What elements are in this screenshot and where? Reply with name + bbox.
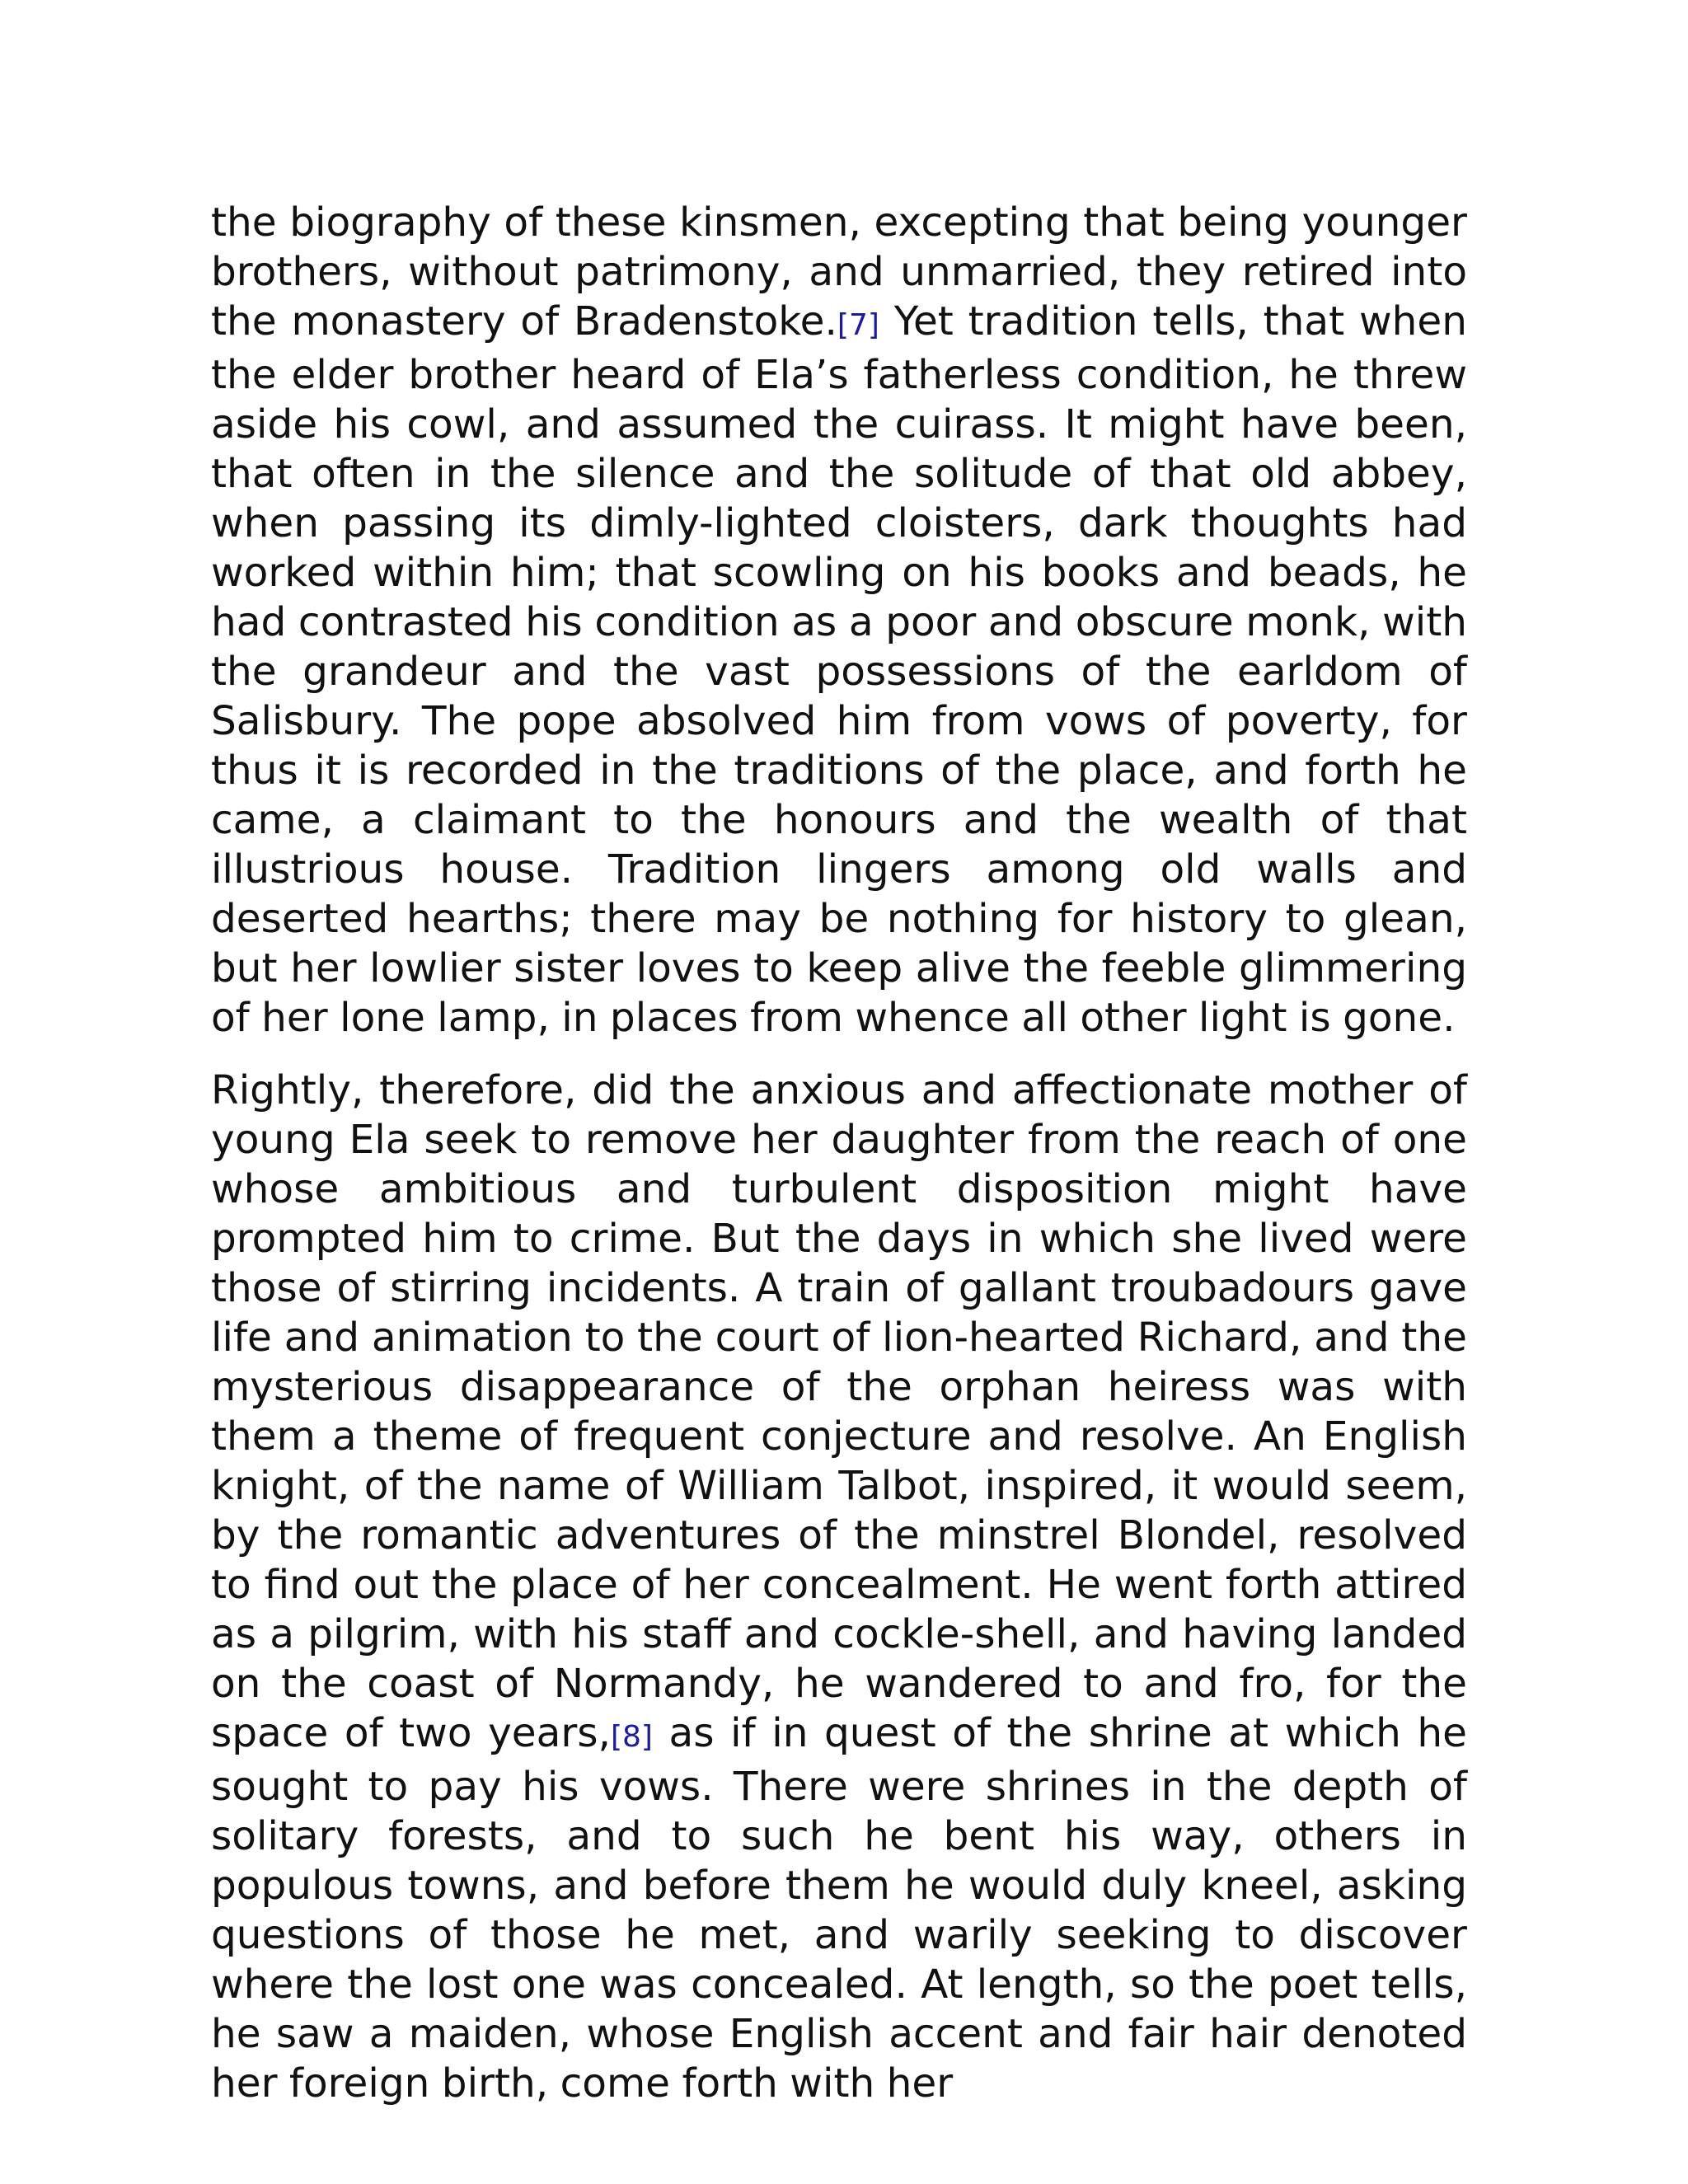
paragraph-2 (211, 1066, 1467, 2108)
paragraph-1 (211, 198, 1467, 1043)
footnote-link-8[interactable]: [8] (610, 1720, 653, 1754)
document-page (211, 198, 1467, 2131)
paragraph-1-text-end: Yet tradition tells, that when the elder brother heard of Ela’s fatherless condition, he threw aside his cowl, and assumed the cuirass. It might have been, that often in the silence and the solitude of that old abbey, when passing its dimly-lighted cloisters, dark thoughts had worked within him; that scowling on his books and beads, he had contrasted his condition as a poor and obscure monk, with the grandeur and the vast possessions of the earldom of Salisbury. The pope absolved him from vows of poverty, for thus it is recorded in the traditions of the place, and forth he came, a claimant to the honours and the wealth of that illustrious house. Tradition lingers among old walls and deserted hearths; there may be nothing for history to glean, but her lowlier sister loves to keep alive the feeble glimmering of her lone lamp, in places from whence all other light is gone. (211, 298, 1467, 1041)
paragraph-2-text-end: as if in quest of the shrine at which he sought to pay his vows. There were shrines in the depth of solitary forests, and to such he bent his way, others in populous towns, and before them he would duly kneel, asking questions of those he met, and warily seeking to discover where the lost one was concealed. At length, so the poet tells, he saw a maiden, whose English accent and fair hair denoted her foreign birth, come forth with her (211, 1710, 1467, 2107)
footnote-link-7[interactable]: [7] (837, 308, 879, 342)
paragraph-2-text-start: Rightly, therefore, did the anxious and affectionate mother of young Ela seek to remove her daughter from the reach of one whose ambitious and turbulent disposition might have prompted him to crime. But the days in which she lived were those of stirring incidents. A train of gallant troubadours gave life and animation to the court of lion-hearted Richard, and the mysterious disappearance of the orphan heiress was with them a theme of frequent conjecture and resolve. An English knight, of the name of William Talbot, inspired, it would seem, by the romantic adventures of the minstrel Blondel, resolved to find out the place of her concealment. He went forth attired as a pilgrim, with his staff and cockle-shell, and having landed on the coast of Normandy, he wandered to and fro, for the space of two years, (211, 1067, 1467, 1756)
paragraph-1-text-start: the biography of these kinsmen, excepting that being younger brothers, without patrimony, and unmarried, they retired into the monastery of Bradenstoke. (211, 199, 1467, 344)
